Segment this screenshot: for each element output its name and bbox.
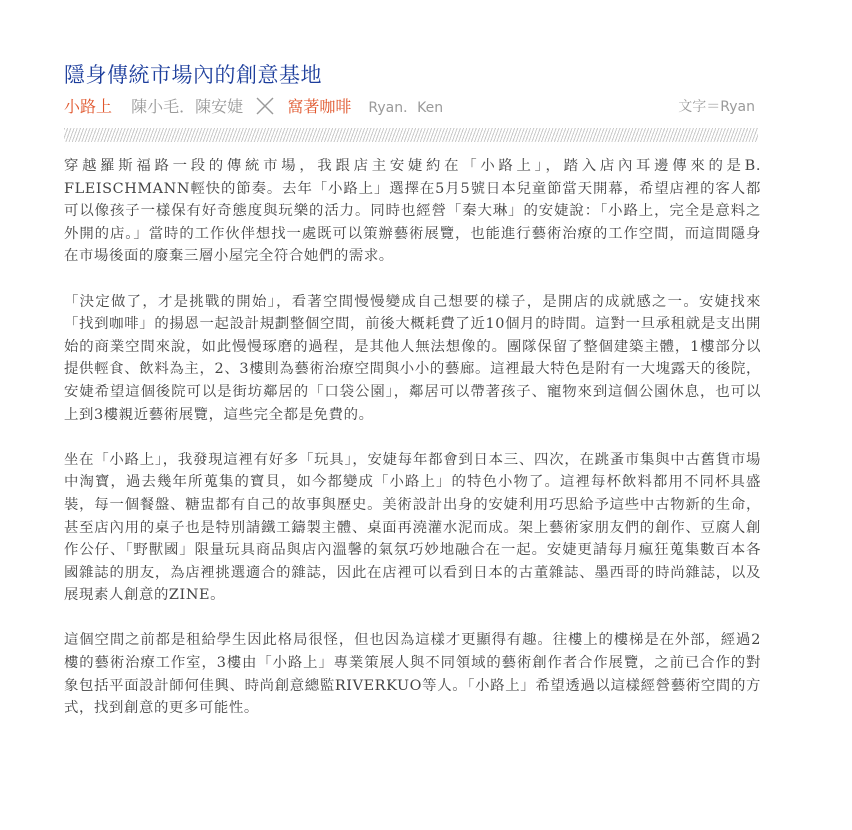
article-title: 隱身傳統市場內的創意基地 <box>64 63 322 87</box>
byline-shop-1: 小路上 <box>64 97 113 116</box>
paragraph: 「決定做了，才是挑戰的開始」，看著空間慢慢變成自己想要的樣子，是開店的成就感之一。安婕找來「找到咖啡」的揚恩一起設計規劃整個空間，前後大概耗費了近10個月的時間。這對一旦承租就是支出開始的商業空間來說，如此慢慢琢磨的過程，是其他人無法想像的。團隊保留了整個建築主體，1樓部分以提供輕食、飲料為主，2、3樓則為藝術治療空間與小小的藝廊。這裡最大特色是附有一大塊露天的後院，安婕希望這個後院可以是街坊鄰居的「口袋公園」，鄰居可以帶著孩子、寵物來到這個公園休息，也可以上到3樓親近藝術展覽，這些完全都是免費的。 <box>64 293 761 423</box>
byline-people-2: Ryan．Ken <box>368 100 444 116</box>
paragraph: 這個空間之前都是租給學生因此格局很怪，但也因為這樣才更顯得有趣。往樓上的樓梯是在外部，經過2樓的藝術治療工作室，3樓由「小路上」專業策展人與不同領域的藝術創作者合作展覽，之前已合作的對象包括平面設計師何佳興、時尚創意總監RIVERKUO等人。「小路上」希望透過以這樣經營藝術空間的方式，找到創意的更多可能性。 <box>64 632 761 717</box>
paragraph: 坐在「小路上」，我發現這裡有好多「玩具」，安婕每年都會到日本三、四次，在跳蚤市集與中古舊貨市場中淘寶，過去幾年所蒐集的寶貝，如今都變成「小路上」的特色小物了。這裡每杯飲料都用不同杯具盛裝，每一個餐盤、糖盅都有自己的故事與歷史。美術設計出身的安婕利用巧思給予這些中古物新的生命，甚至店內用的桌子也是特別請鐵工鑄製主體、桌面再澆灌水泥而成。架上藝術家朋友們的創作、豆腐人創作公仔、「野獸國」限量玩具商品與店內溫馨的氣氛巧妙地融合在一起。安婕更請每月瘋狂蒐集數百本各國雜誌的朋友，為店裡挑選適合的雜誌，因此在店裡可以看到日本的古董雜誌、墨西哥的時尚雜誌，以及展現素人創意的ZINE。 <box>64 451 761 604</box>
byline-shop-2: 窩著咖啡 <box>287 97 352 116</box>
writer-credit: 文字＝Ryan <box>678 99 755 115</box>
article-body <box>64 155 761 742</box>
paragraph: 穿越羅斯福路一段的傳統市場，我跟店主安婕約在「小路上」，踏入店內耳邊傳來的是B. FLEISCHMANN輕快的節奏。去年「小路上」選擇在5月5號日本兒童節當天開幕，希望店裡的客人都可以像孩子一樣保有好奇態度與玩樂的活力。同時也經營「秦大琳」的安婕說：「小路上，完全是意料之外開的店。」當時的工作伙伴想找一處既可以策辦藝術展覽，也能進行藝術治療的工作空間，而這間隱身在市場後面的廢棄三層小屋完全符合她們的需求。 <box>64 158 761 265</box>
byline <box>64 94 761 120</box>
hatched-divider <box>64 128 758 142</box>
byline-people-1: 陳小毛．陳安婕 <box>131 97 244 116</box>
cross-icon <box>256 97 274 115</box>
